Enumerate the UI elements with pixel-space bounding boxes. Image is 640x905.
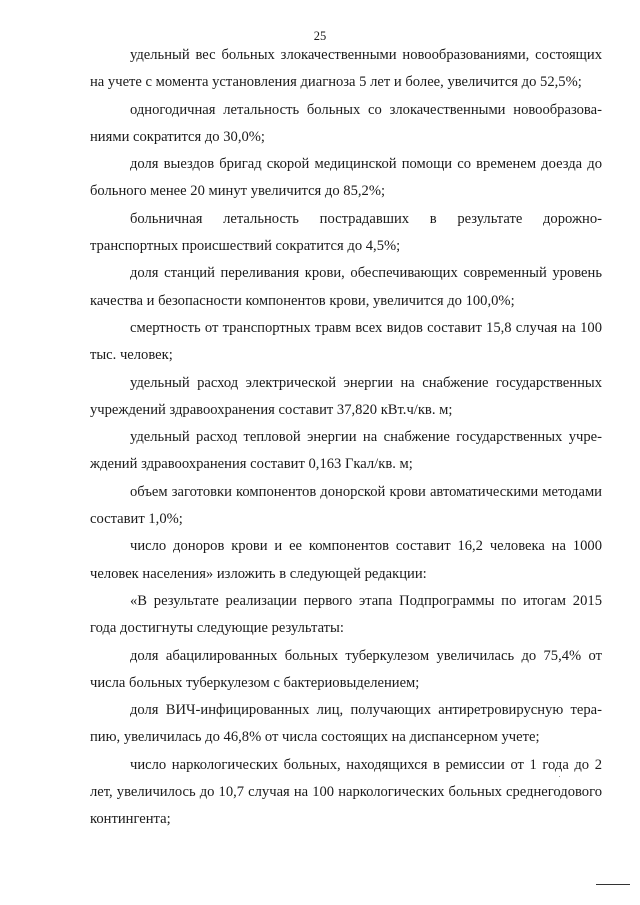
paragraph-transport-mortality: смертность от транспортных травм всех видов составит 15,8 случая на 100 тыс. человек;	[90, 319, 602, 364]
paragraph-thermal-energy: удельный расход тепловой энергии на снабжение государственных учреждений здравоохранения составит 0,163 Гкал/кв. м;	[90, 429, 602, 473]
paragraph-blood-components-automatic: объем заготовки компонентов донорской крови автоматическими методами составит 1,0%;	[90, 483, 602, 528]
paragraph-electric-energy: удельный расход электрической энергии на снабжение государственных учреждений здравоохранения составит 37,820 кВт.ч/кв. м;	[90, 374, 602, 418]
paragraph-narcology-remission: число наркологических больных, находящихся в ремиссии от 1 года до 2 лет, увеличилось до 10,7 случая на 100 наркологических больных среднегодового контингента;	[90, 756, 602, 828]
bottom-rule	[596, 884, 630, 885]
page-number: 25	[313, 29, 327, 43]
paragraph-road-accident-lethality: больничная летальность пострадавших в результате дорожно-транспортных происшествий сократится до 4,5%;	[90, 210, 602, 255]
paragraph-blood-stations: доля станций переливания крови, обеспечивающих современный уровень качества и безопасности компонентов крови, увеличится до 100,0%;	[90, 265, 602, 309]
scan-speck	[559, 776, 560, 777]
paragraph-oncology-survival: удельный вес больных злокачественными новообразованиями, состоящих на учете с момента установления диагноза 5 лет и более, увеличится до 52,5%;	[90, 47, 602, 91]
paragraph-tuberculosis: доля абацилированных больных туберкулезом увеличилась до 75,4% от числа больных туберкулезом с бактериовыделением;	[90, 647, 602, 691]
paragraph-hiv-therapy: доля ВИЧ-инфицированных лиц, получающих антиретровирусную терапию, увеличилась до 46,8% от числа состоящих на диспансерном учете;	[90, 702, 602, 746]
paragraph-blood-donors: число доноров крови и ее компонентов составит 16,2 человека на 1000 человек населения» изложить в следующей редакции:	[90, 538, 602, 582]
paragraph-first-stage-results: «В результате реализации первого этапа Подпрограммы по итогам 2015 года достигнуты следующие результаты:	[90, 592, 602, 637]
paragraph-ambulance-arrival: доля выездов бригад скорой медицинской помощи со временем доезда до больного менее 20 минут увеличится до 85,2%;	[90, 156, 602, 200]
document-body	[90, 42, 602, 834]
paragraph-oncology-lethality: одногодичная летальность больных со злокачественными новообразованиями сократится до 30,0%;	[90, 101, 602, 145]
